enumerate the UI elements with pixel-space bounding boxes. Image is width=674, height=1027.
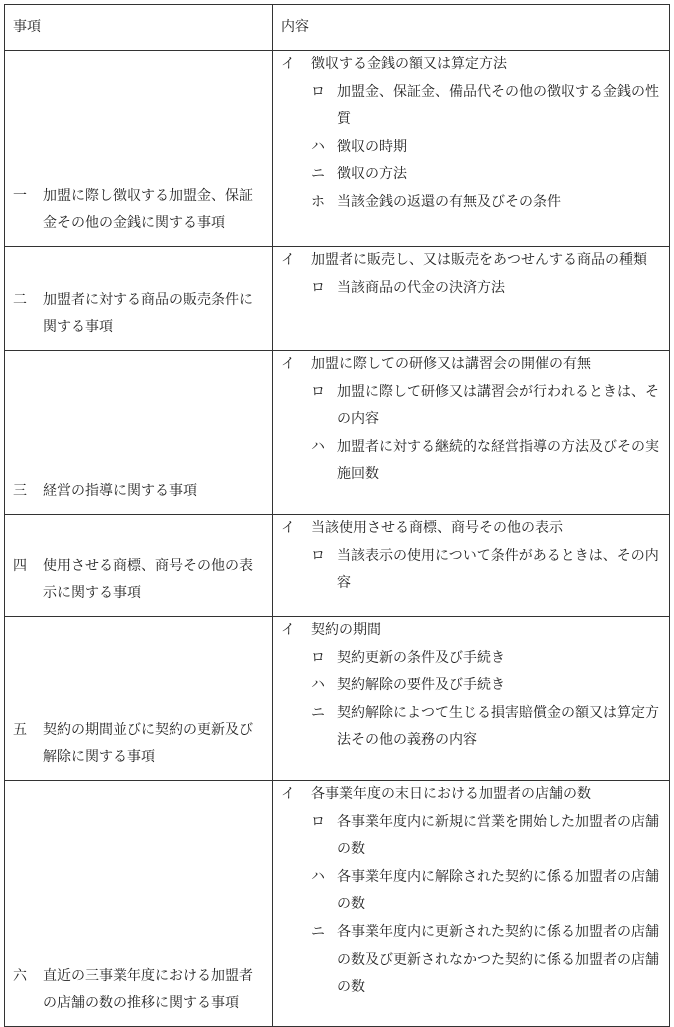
content-item (281, 617, 661, 645)
matter-text: 加盟者に対する商品の販売条件に関する事項 (43, 291, 253, 336)
header-row (5, 5, 670, 51)
item-text: 徴収の時期 (337, 138, 407, 155)
content-item (281, 700, 661, 755)
item-text: 各事業年度内に解除された契約に係る加盟者の店舗の数 (337, 868, 659, 913)
matter-number: 三 (13, 483, 27, 500)
matter-title (13, 478, 264, 506)
content-cell (273, 351, 670, 515)
matter-cell (5, 617, 273, 781)
content-item (281, 809, 661, 864)
item-text: 各事業年度内に更新された契約に係る加盟者の店舗の数及び更新されなかつた契約に係る加盟者の店舗の数 (337, 923, 659, 996)
content-item (281, 247, 661, 275)
content-item (281, 543, 661, 598)
content-item (281, 275, 661, 303)
content-cell (273, 781, 670, 1027)
content-item (281, 379, 661, 434)
content-item (281, 515, 661, 543)
content-item (281, 351, 661, 379)
content-item (281, 434, 661, 489)
item-mark: イ (281, 622, 295, 638)
content-cell (273, 51, 670, 247)
content-item (281, 864, 661, 919)
matters-table (4, 4, 670, 1027)
item-text: 当該金銭の返還の有無及びその条件 (337, 193, 561, 210)
item-text: 徴収の方法 (337, 166, 407, 183)
matter-cell (5, 51, 273, 247)
item-mark: ロ (311, 547, 325, 564)
table-row (5, 247, 670, 351)
matter-number: 六 (13, 967, 27, 984)
content-cell (273, 515, 670, 617)
item-mark: イ (281, 252, 295, 268)
matter-cell (5, 351, 273, 515)
table-row (5, 351, 670, 515)
item-text: 当該使用させる商標、商号その他の表示 (311, 520, 563, 536)
matter-title (13, 183, 264, 238)
matter-cell (5, 781, 273, 1027)
matter-cell (5, 515, 273, 617)
item-text: 各事業年度の末日における加盟者の店舗の数 (311, 786, 591, 802)
item-mark: ハ (311, 438, 325, 455)
matter-cell (5, 247, 273, 351)
content-item (281, 781, 661, 809)
matter-number: 二 (13, 291, 27, 308)
item-text: 各事業年度内に新規に営業を開始した加盟者の店舗の数 (337, 813, 659, 858)
item-mark: ハ (311, 677, 325, 694)
matter-number: 一 (13, 187, 27, 204)
content-item (281, 672, 661, 700)
content-item (281, 134, 661, 162)
matter-text: 使用させる商標、商号その他の表示に関する事項 (43, 557, 253, 602)
item-mark: ロ (311, 83, 325, 100)
table-row (5, 781, 670, 1027)
matter-title (13, 553, 264, 608)
item-text: 加盟に際して研修又は講習会が行われるときは、その内容 (337, 383, 659, 428)
item-mark: ロ (311, 383, 325, 400)
item-text: 契約解除によつて生じる損害賠償金の額又は算定方法その他の義務の内容 (337, 704, 659, 749)
matter-title (13, 717, 264, 772)
item-text: 契約の期間 (311, 622, 381, 638)
matter-number: 五 (13, 721, 27, 738)
item-mark: ロ (311, 279, 325, 296)
item-text: 加盟に際しての研修又は講習会の開催の有無 (311, 356, 591, 372)
item-mark: ホ (311, 193, 325, 210)
item-mark: ニ (311, 166, 325, 183)
item-mark: ハ (311, 138, 325, 155)
item-mark: ロ (311, 813, 325, 830)
item-mark: ニ (311, 704, 325, 721)
item-mark: イ (281, 356, 295, 372)
item-text: 徴収する金銭の額又は算定方法 (311, 56, 507, 72)
item-text: 加盟者に販売し、又は販売をあつせんする商品の種類 (311, 252, 647, 268)
table-row (5, 617, 670, 781)
content-item (281, 645, 661, 673)
table-row (5, 51, 670, 247)
content-cell (273, 617, 670, 781)
item-text: 契約更新の条件及び手続き (337, 649, 505, 666)
matter-title (13, 963, 264, 1018)
item-mark: ハ (311, 868, 325, 885)
item-text: 当該商品の代金の決済方法 (337, 279, 505, 296)
content-item (281, 189, 661, 217)
item-mark: イ (281, 520, 295, 536)
item-mark: イ (281, 786, 295, 802)
item-text: 契約解除の要件及び手続き (337, 677, 505, 694)
header-matter: 事項 (5, 5, 273, 51)
item-text: 加盟者に対する継続的な経営指導の方法及びその実施回数 (337, 438, 659, 483)
item-text: 加盟金、保証金、備品代その他の徴収する金銭の性質 (337, 83, 659, 128)
item-mark: ロ (311, 649, 325, 666)
item-mark: ニ (311, 923, 325, 940)
content-item (281, 51, 661, 79)
item-text: 当該表示の使用について条件があるときは、その内容 (337, 547, 659, 592)
content-item (281, 79, 661, 134)
matter-text: 契約の期間並びに契約の更新及び解除に関する事項 (43, 721, 253, 766)
item-mark: イ (281, 56, 295, 72)
header-content: 内容 (273, 5, 670, 51)
content-cell (273, 247, 670, 351)
content-item (281, 919, 661, 1002)
matter-text: 加盟に際し徴収する加盟金、保証金その他の金銭に関する事項 (43, 187, 253, 232)
matter-number: 四 (13, 557, 27, 574)
matter-text: 直近の三事業年度における加盟者の店舗の数の推移に関する事項 (43, 967, 253, 1012)
table-row (5, 515, 670, 617)
matter-text: 経営の指導に関する事項 (43, 483, 197, 500)
matter-title (13, 287, 264, 342)
content-item (281, 161, 661, 189)
